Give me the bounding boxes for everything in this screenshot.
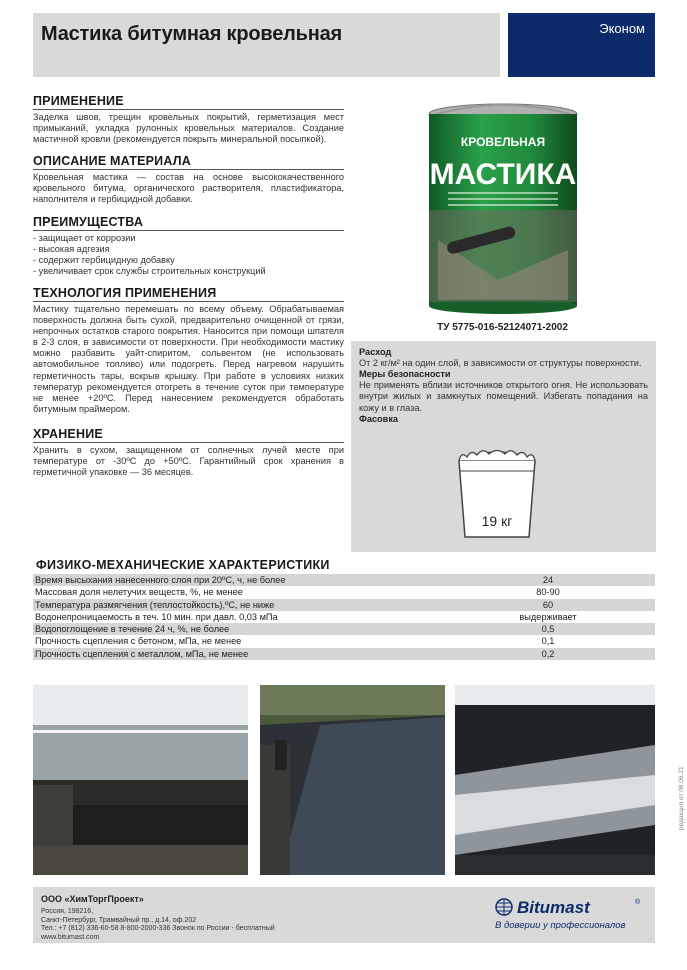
spec-name: Водонепроницаемость в теч. 10 мин. при давл. 0,03 мПа <box>35 611 278 622</box>
spec-name: Водопоглощение в течение 24 ч, %, не более <box>35 624 230 635</box>
table-row <box>33 623 655 635</box>
spec-name: Температура размягчения (теплостойкость),ºC, не ниже <box>35 599 275 610</box>
table-row <box>33 611 655 623</box>
spec-name: Время высыхания нанесенного слоя при 20ºC, ч, не более <box>35 575 286 585</box>
consumption-label: Расход <box>359 347 392 357</box>
section-text: Кровельная мастика — состав на основе высококачественного кровельного битума, органического растворителя, пластификатора, наполнителя и гербицидной добавки. <box>33 172 344 205</box>
safety-label: Меры безопасности <box>359 369 451 380</box>
specs-heading: ФИЗИКО-МЕХАНИЧЕСКИЕ ХАРАКТЕРИСТИКИ <box>36 558 330 572</box>
section-text: Заделка швов, трещин кровельных покрытий, герметизация мест примыканий, укладка рулонных кровельных материалов. Создание мастичной кровли (рекомендуется покрыть минеральной посыпкой). <box>33 112 344 145</box>
revision-note <box>678 740 687 830</box>
slogan: В доверии у профессионалов <box>495 920 626 931</box>
section-heading: ПРИМЕНЕНИЕ <box>33 94 344 110</box>
roof-photo-3 <box>455 685 655 875</box>
section-heading: ОПИСАНИЕ МАТЕРИАЛА <box>33 154 344 170</box>
list-item: - увеличивает срок службы строительных конструкций <box>33 265 266 276</box>
spec-name: Массовая доля нелетучих веществ, %, не менее <box>35 587 243 598</box>
category-badge <box>508 13 655 77</box>
list-item: - содержит гербицидную добавку <box>33 254 175 265</box>
roof-photo-1 <box>33 685 248 875</box>
list-item: - защищает от коррозии <box>33 232 136 243</box>
page-title: Мастика битумная кровельная <box>41 23 343 45</box>
advantages-list <box>33 233 344 277</box>
specs-table <box>33 558 655 660</box>
spec-value: 60 <box>542 599 554 610</box>
spec-name: Прочность сцепления с бетоном, мПа, не менее <box>35 636 242 647</box>
bitumast-logo <box>495 897 645 917</box>
spec-value: выдерживает <box>519 611 577 622</box>
section-advantages <box>33 215 344 277</box>
website-link[interactable]: www.bitumast.com <box>41 933 100 941</box>
brand-mark: ® <box>635 899 641 906</box>
left-column <box>33 94 344 487</box>
spec-value: 0,5 <box>541 624 555 635</box>
section-technology <box>33 286 344 415</box>
can-label-top: КРОВЕЛЬНАЯ <box>460 135 546 149</box>
revision-text: редакция от 08.06.21 <box>678 766 685 830</box>
section-application <box>33 94 344 145</box>
section-storage <box>33 427 344 478</box>
tu-code: ТУ 5775-016-52124071-2002 <box>437 322 568 333</box>
footer <box>33 887 655 943</box>
list-item: - высокая адгезия <box>33 243 110 254</box>
address-line: Санкт-Петербург, Трамвайный пр., д.14, оф.202 <box>41 916 197 924</box>
company-address <box>41 908 275 942</box>
section-heading: ПРЕИМУЩЕСТВА <box>33 215 344 231</box>
category-label: Эконом <box>599 21 645 36</box>
section-heading: ТЕХНОЛОГИЯ ПРИМЕНЕНИЯ <box>33 286 344 302</box>
company-name: ООО «ХимТоргПроект» <box>41 894 144 904</box>
address-line: Россия, 198216, <box>41 908 94 915</box>
safety-text: Не применять вблизи источников открытого огня. Не использовать внутри жилых и замкнутых помещений. Избегать попадания на кожу и в глаза. <box>359 380 648 413</box>
product-can-image <box>418 100 588 315</box>
table-row <box>33 574 655 586</box>
table-row <box>33 648 655 660</box>
can-label-main: МАСТИКА <box>429 158 577 191</box>
section-text: Хранить в сухом, защищенном от солнечных лучей месте при температуре от -30ºC до +50ºC. Гарантийный срок хранения в герметичной упаковке — 36 месяцев. <box>33 444 344 478</box>
brand-text: Bitumast <box>517 898 590 917</box>
address-line: Тел.: +7 (812) 336-60-58 8-800-2000-336 Звонок по России - бесплатный <box>41 925 275 933</box>
spec-value: 0,1 <box>541 636 555 647</box>
bucket-icon <box>457 445 547 541</box>
packing-value: 19 кг <box>481 513 513 529</box>
table-row <box>33 635 655 647</box>
consumption-text: От 2 кг/м² на один слой, в зависимости от структуры поверхности. <box>359 358 642 368</box>
info-panel <box>351 341 656 552</box>
section-description <box>33 154 344 205</box>
title-bar <box>33 13 500 77</box>
spec-value: 0,2 <box>541 648 555 659</box>
table-row <box>33 586 655 598</box>
section-heading: ХРАНЕНИЕ <box>33 427 344 443</box>
section-text: Мастику тщательно перемешать по всему объему. Обрабатываемая поверхность должна быть сухой, предварительно очищенной от грязи, непрочных остатков старого покрытия. Наносится при помощи шпателя в 2-3 слоя, в зависимости от поверхности. При необходимости мастику можно разбавить уайт-спиритом, сольвентом (не использовать автомобильное топливо) или подогреть. Перед нагревом нарушить герметичность тары, вскрыв крышку. При работе в условиях низких температур рекомендуется отогреть в течение суток при температуре не менее +20ºC. Перед нанесением рекомендуется обработать битумным праймером. <box>33 303 344 414</box>
spec-value: 80-90 <box>536 587 560 598</box>
table-row <box>33 599 655 611</box>
roof-photo-2 <box>260 685 445 875</box>
spec-value: 24 <box>542 575 554 585</box>
packing-label: Фасовка <box>359 413 399 424</box>
spec-name: Прочность сцепления с металлом, мПа, не менее <box>35 648 249 659</box>
